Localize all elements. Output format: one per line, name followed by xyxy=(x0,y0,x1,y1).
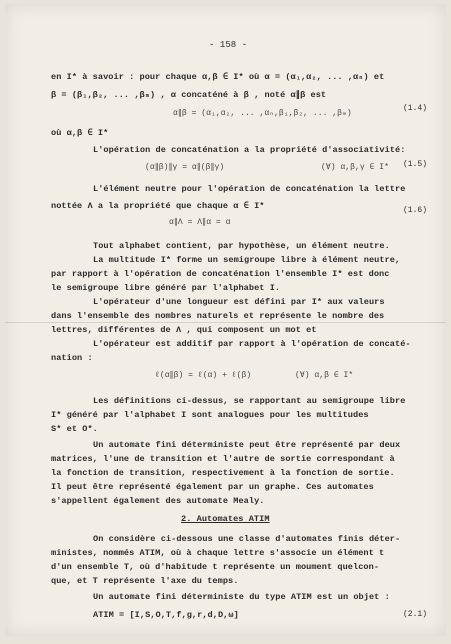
document-page xyxy=(5,4,446,636)
equation: α∥β = (α₁,α₂, ... ,αₙ,β₁,β₂, ... ,βₘ) xyxy=(173,109,352,118)
text-line: nottée Λ a la propriété que chaque α ∈ I* xyxy=(51,201,265,211)
text-line: dans l'ensemble des nombres naturels et représente le nombre des xyxy=(51,311,385,321)
text-line: L'opération de concaténation a la propriété d'associativité: xyxy=(93,145,406,155)
text-line: I* généré par l'alphabet I sont analogues pour les multitudes xyxy=(51,410,369,420)
equation: (α∥β)∥γ = α∥(β∥γ) xyxy=(145,163,225,172)
text-line: d'un ensemble T, où d'habitude t représente un moument quelcon- xyxy=(51,562,380,572)
text-line: S* et O*. xyxy=(51,424,98,434)
text-line: Tout alphabet contient, par hypothèse, un élément neutre. xyxy=(93,241,390,251)
text-line: que, et T représente l'axe du temps. xyxy=(51,576,239,586)
equation: ATIM = [I,S,O,T,f,g,r,d,D,ω] xyxy=(93,610,239,620)
equation-number: (1.5) xyxy=(403,160,428,169)
text-line: Il peut être représenté également par un graphe. Ces automates xyxy=(51,482,374,492)
text-line: la fonction de transition, respectivement à la fonction de sortie. xyxy=(51,468,395,478)
text-line: s'appellent également des automate Mealy. xyxy=(51,496,265,506)
text-line: L'élément neutre pour l'opération de concaténation la lettre xyxy=(93,184,406,194)
text-line: La multitude I* forme un semigroupe libre à élément neutre, xyxy=(93,255,401,265)
text-line: le semigroupe libre généré par l'alphabet I. xyxy=(51,283,281,293)
equation: ℓ(α∥β) = ℓ(α) + ℓ(β) xyxy=(155,371,252,380)
text-line: matrices, l'une de transition et l'autre de sortie correspondant à xyxy=(51,454,395,464)
text-line: nation : xyxy=(51,353,93,363)
text-line: lettres, différentes de Λ , qui composent un mot et xyxy=(51,325,317,335)
text-line: Les définitions ci-dessus, se rapportant au semigroupe libre xyxy=(93,396,406,406)
text-line: On considère ci-dessous une classe d'automates finis déter- xyxy=(93,534,401,544)
paper-fold-crease xyxy=(5,322,446,323)
text-line: ministes, nommés ATIM, où à chaque lettre s'associe un élément t xyxy=(51,548,385,558)
text-line: où α,β ∈ I* xyxy=(51,128,109,138)
text-line: Un automate fini déterministe peut être représenté par deux xyxy=(93,440,401,450)
text-line: β = (β₁,β₂, ... ,βₘ) , α concaténé à β , noté α∥β est xyxy=(51,90,327,100)
text-line: par rapport à l'opération de concaténation l'ensemble I* est donc xyxy=(51,269,390,279)
text-line: en I* à savoir : pour chaque α,β ∈ I* où α = (α₁,α₂, ... ,αₙ) et xyxy=(51,72,385,82)
equation: α∥Λ = Λ∥α = α xyxy=(169,218,231,227)
text-line: L'opérateur est additif par rapport à l'opération de concaté- xyxy=(93,339,411,349)
equation-number: (2.1) xyxy=(403,610,428,619)
section-heading: 2. Automates ATIM xyxy=(181,514,270,524)
equation-number: (1.4) xyxy=(403,104,428,113)
equation-number: (1.6) xyxy=(403,206,428,215)
text-line: Un automate fini déterministe du type ATIM est un objet : xyxy=(93,592,390,602)
equation-quantifier: (∀) α,β ∈ I* xyxy=(295,371,354,380)
equation-quantifier: (∀) α,β,γ ∈ I* xyxy=(321,163,389,172)
text-line: L'opérateur d'une longueur est défini par I* aux valeurs xyxy=(93,297,385,307)
page-number: - 158 - xyxy=(209,40,248,50)
